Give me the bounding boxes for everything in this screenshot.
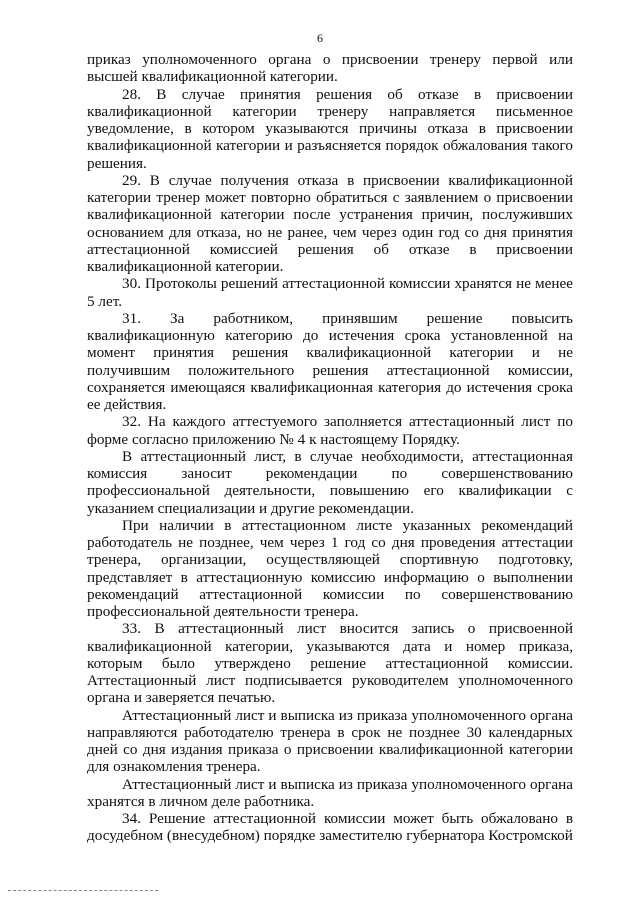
paragraph: 28. В случае принятия решения об отказе в присвоении квалификационной категории тренеру направляется письменное уведомление, в котором указываются причины отказа в присвоении квалификационной категории и разъясняется порядок обжалования такого решения. <box>87 85 573 172</box>
paragraph: 29. В случае получения отказа в присвоении квалификационной категории тренер может повторно обратиться с заявлением о присвоении квалификационной категории после устранения причин, послуживших основанием для отказа, но не ранее, чем через один год со дня принятия аттестационной комиссией решения об отказе в присвоении квалификационной категории. <box>87 171 573 275</box>
paragraph: В аттестационный лист, в случае необходимости, аттестационная комиссия заносит рекомендации по совершенствованию профессиональной деятельности, повышению его квалификации с указанием специализации и другие рекомендации. <box>87 447 573 517</box>
paragraph: 30. Протоколы решений аттестационной комиссии хранятся не менее 5 лет. <box>87 275 573 310</box>
paragraph: приказ уполномоченного органа о присвоении тренеру первой или высшей квалификационной категории. <box>87 51 573 86</box>
paragraph: При наличии в аттестационном листе указанных рекомендаций работодатель не позднее, чем через 1 год со дня проведения аттестации тренера, организации, осуществляющей спортивную подготовку, представляет в аттестационную комиссию информацию о выполнении рекомендаций аттестационной комиссии по совершенствованию профессиональной деятельности тренера. <box>87 516 573 620</box>
paragraph: 34. Решение аттестационной комиссии может быть обжаловано в досудебном (внесудебном) порядке заместителю губернатора Костромской <box>87 810 573 845</box>
page-number: 6 <box>317 31 323 45</box>
paragraph: 31. За работником, принявшим решение повысить квалификационную категорию до истечения срока установленной на момент принятия решения квалификационной категории и не получившим положительного решения аттестационной комиссии, сохраняется имеющаяся квалификационная категория до истечения срока ее действия. <box>87 309 573 413</box>
paragraph: 32. На каждого аттестуемого заполняется аттестационный лист по форме согласно приложению № 4 к настоящему Порядку. <box>87 413 573 448</box>
footer-divider <box>8 890 158 891</box>
paragraph: Аттестационный лист и выписка из приказа уполномоченного органа направляются работодателю тренера в срок не позднее 30 календарных дней со дня издания приказа о присвоении квалификационной категории для ознакомления тренера. <box>87 706 573 776</box>
paragraph: 33. В аттестационный лист вносится запись о присвоенной квалификационной категории, указываются дата и номер приказа, которым было утверждено решение аттестационной комиссии. Аттестационный лист подписывается руководителем уполномоченного органа и заверяется печатью. <box>87 620 573 707</box>
paragraph: Аттестационный лист и выписка из приказа уполномоченного органа хранятся в личном деле работника. <box>87 775 573 810</box>
document-body <box>87 51 573 845</box>
